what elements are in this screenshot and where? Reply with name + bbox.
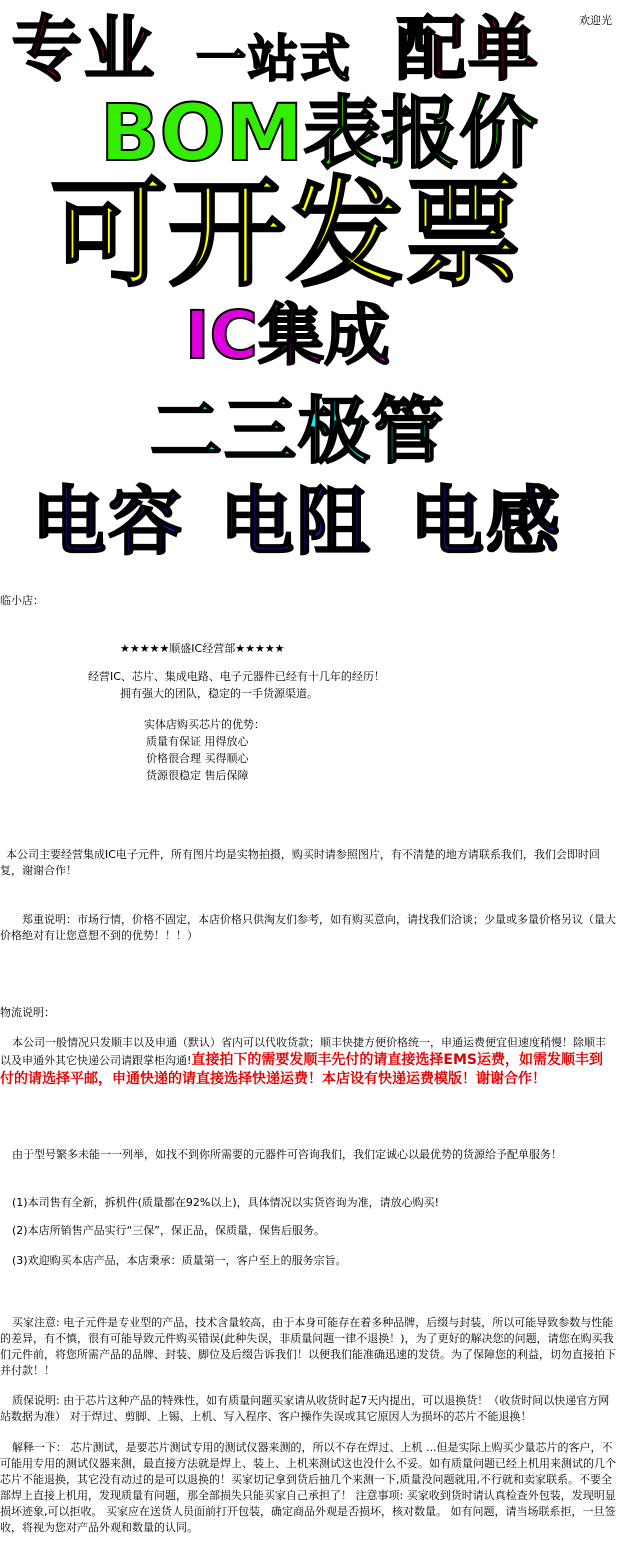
service-paragraph: 由于型号繁多未能一一列举，如找不到你所需要的元器件可咨询我们，我们定诚心以最优势的货源给予配单服务！ xyxy=(12,1148,562,1161)
promo-banner xyxy=(0,0,620,585)
advantage-3: 货源很稳定 售后保障 xyxy=(146,769,249,782)
banner-invoice: 可开发票 xyxy=(50,165,523,303)
advantage-1: 质量有保证 用得放心 xyxy=(146,735,249,748)
logistics-highlight: 直接拍下的需要发顺丰先付的请直接选择EMS运费，如需发顺丰到付的请选择平邮，申通快递的请直接选择快递运费！本店设有快递运费模版！谢谢合作！ xyxy=(0,1052,603,1087)
service-item-1: (1)本司售有全新，拆机件(质量都在92%以上)，具体情况以实货咨询为准，请放心购买! xyxy=(12,1196,440,1209)
logistics-text: 本公司一般情况只发顺丰以及申通（默认）省内可以代收货款；顺丰快捷方便价格统一，申通运费便宜但速度稍慢！除顺丰以及申通外其它快递公司请跟掌柜沟通! xyxy=(0,1036,606,1067)
notice-paragraph-1: 本公司主要经营集成IC电子元件，所有图片均是实物拍摄，购买时请参照图片，有不清楚的地方请联系我们，我们会即时回复，谢谢合作！ xyxy=(0,848,600,877)
logistics-title: 物流说明： xyxy=(0,1006,55,1019)
banner-resistor: 电阻 xyxy=(220,479,372,565)
intro-line-1: 经营IC、芯片、集成电路、电子元器件已经有十几年的经历！ xyxy=(88,670,385,683)
banner-inductor: 电感 xyxy=(410,479,562,565)
banner-bom-order: 配单 xyxy=(396,8,540,90)
banner-ic: IC集成 xyxy=(185,297,390,374)
banner-professional: 专业 xyxy=(12,8,156,90)
banner-diodes: 二三极管 xyxy=(150,389,447,473)
banner-one-stop: 一站式 xyxy=(196,30,352,88)
advantage-2: 价格很合理 买得顺心 xyxy=(146,752,249,765)
notice-paragraph-2: 郑重说明：市场行情，价格不固定，本店价格只供淘友们参考，如有购买意向，请找我们洽谈；少量或多量价格另议（量大价格绝对有让您意想不到的优势！！！） xyxy=(0,913,616,942)
shop-name: ★★★★★顺盛IC经营部★★★★★ xyxy=(120,642,285,655)
intro-line-2: 拥有强大的团队，稳定的一手货源渠道。 xyxy=(120,687,318,700)
service-item-2: (2)本店所销售产品实行“三保”，保正品，保质量，保售后服务。 xyxy=(12,1224,325,1237)
logistics-paragraph xyxy=(0,1035,616,1089)
greeting-text: 欢迎光 xyxy=(579,14,612,27)
buyer-notice: 买家注意: 电子元件是专业型的产品，技术含量较高，由于本身可能存在着多种品牌，后缀与封装，所以可能导致参数与性能的差异，有不慎，很有可能导致元件购买错误(此种失误，非质量问题一律不退换！)，为了更好的解决您的问题，请您在购买我们元件前，将您所需产品的品牌、封装、脚位及后缀告诉我们！以便我们能准确迅速的发货。为了保障您的利益，切勿直接拍下并付款！！ xyxy=(0,1316,616,1377)
banner-capacitor: 电容 xyxy=(32,479,184,565)
welcome-text: 临小店： xyxy=(0,594,44,607)
banner-bom-quote: BOM表报价 xyxy=(100,89,538,179)
advantage-title: 实体店购买芯片的优势： xyxy=(144,718,265,731)
warranty-notice: 质保说明: 由于芯片这种产品的特殊性，如有质量问题买家请从收货时起7天内提出，可以退换货！（收货时间以快递官方网站数据为准） 对于焊过、剪脚、上锡、上机、写入程序、客户操作失误或其它原因人为损坏的芯片不能退换！ xyxy=(0,1394,610,1423)
service-item-3: (3)欢迎购买本店产品，本店秉承：质量第一，客户至上的服务宗旨。 xyxy=(12,1254,347,1267)
explanation-notice: 解释一下： 芯片测试，是要芯片测试专用的测试仪器来测的，所以不存在焊过、上机 ...但是实际上购买少量芯片的客户，不可能用专用的测试仪器来测，最直接方法就是焊上、装上、上机来测试这也没什么不妥。如有质量问题已经上机用来测试的几个芯片不能退换，其它没有动过的是可以退换的！买家切记拿到货后抽几个来测一下,质量没问题就用,不行就和卖家联系。不要全部焊上直接上机用，发现质量有问题，那全部损失只能买家自己承担了！ 注意事项: 买家收到货时请认真检查外包装，发现明显损坏迹象,可以拒收。 买家应在送货人员面前打开包装，确定商品外观是否损坏，核对数量。 如有问题，请当场联系拒，一旦签收，将视为您对产品外观和数量的认同。 xyxy=(0,1441,616,1534)
